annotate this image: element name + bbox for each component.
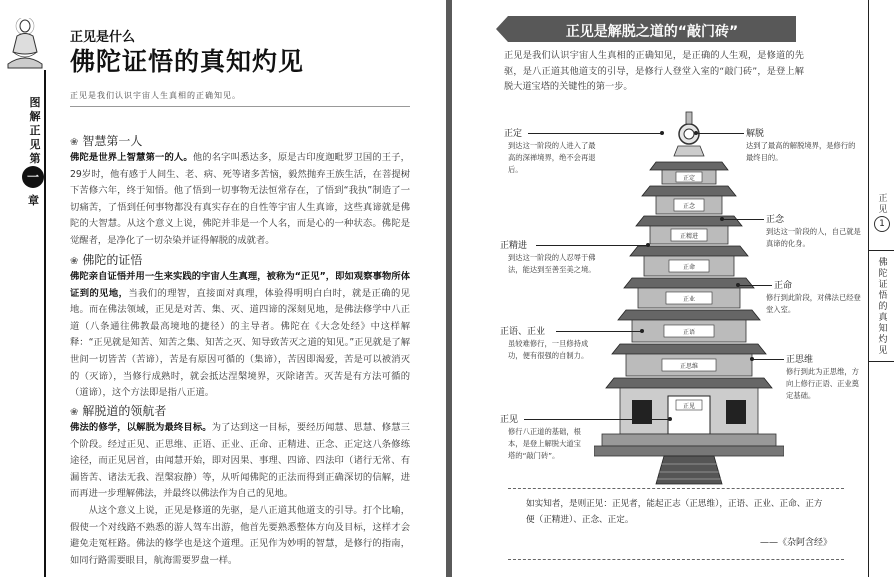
paragraph-body: 为了达到这一目标，要经历闻慧、思慧、修慧三个阶段。经过正见、正思维、正语、正业、正命、正精进、正念、正定这八条修练途径，而正见居首，由闻慧开始，即对因果、事理、四谛、四法印（诸行无常、有漏皆苦、诸法无我、涅槃寂静）等，从听闻佛陀的正法而得到正确深切的信解，进而再进一步理解佛法，并最终以佛法作为自己的见地。 — [70, 422, 410, 500]
annotation-desc-zhengjingjin: 到达这一阶段的人忍辱于佛法，能达到至善至美之境。 — [508, 253, 596, 274]
page-number-badge: 1 — [874, 216, 890, 232]
leader-dot-zhengyu — [640, 329, 644, 333]
tier-label-1: 正念 — [682, 203, 696, 210]
title-divider — [70, 106, 410, 107]
lotus-bullet-icon: ❀ — [70, 137, 79, 148]
annotation-title-jietuo: 解脱 — [746, 129, 765, 139]
leader-dot-zhengsiwei — [750, 357, 754, 361]
paragraph-lead: 佛法的修学，以解脱为最终目标。 — [70, 422, 212, 433]
chapter-label: 章 — [28, 194, 39, 207]
subheading-navigator — [70, 402, 166, 419]
intro-paragraph: 正见是我们认识宇宙人生真相的正确知见，是正确的人生观，是修道的先驱，是八正道其他道支的引导，是修行人登堂入室的“敲门砖”，是登上解脱大道宝塔的关键性的第一步。 — [504, 50, 804, 92]
lotus-bullet-icon: ❀ — [70, 407, 79, 418]
tier-label-2: 正精进 — [679, 233, 699, 240]
subheading-text: 解脱道的领航者 — [82, 404, 167, 418]
annotation-desc-zhengming: 修行到此阶段，对佛法已经登堂入室。 — [766, 293, 861, 314]
quote-source: ——《杂阿含经》 — [760, 538, 833, 548]
paragraph-enlightenment — [70, 269, 410, 402]
buddha-figure-icon — [2, 18, 48, 72]
banner-title: 正见是解脱之道的“敲门砖” — [565, 24, 739, 40]
paragraph-wisdom — [70, 150, 410, 250]
paragraph-analogy: 从这个意义上说，正见是修道的先驱，是八正道其他道支的引导。打个比喻，假使一个对线路不熟悉的游人驾车出游，他首先要熟悉整体方向及目标，这样才会避免走冤枉路。佛法的修学也是这个道理。正见作为妙明的智慧，是修行的指南，如同行路需要眼目，航海需要罗盘一样。 — [70, 505, 410, 566]
lotus-bullet-icon: ❀ — [70, 256, 79, 267]
leader-line-zhengjian — [524, 419, 670, 420]
chapter-prefix: 第 — [29, 152, 41, 165]
paragraph-lead: 佛陀是世界上智慧第一的人。 — [70, 152, 193, 163]
side-section-label: 正见 — [878, 194, 888, 215]
sidebar-divider — [44, 70, 46, 577]
leader-line-zhengding — [528, 133, 662, 134]
leader-dot-zhengding — [660, 131, 664, 135]
annotation-title-zhengjian: 正见 — [500, 415, 519, 425]
paragraph-navigator — [70, 420, 410, 503]
tier-label-6: 正思维 — [679, 363, 699, 370]
tier-label-7: 正见 — [682, 403, 696, 410]
sutra-quote: 如实知者，是则正见：正见者，能起正志（正思维），正语、正业、正命、正方便（正精进）、正念、正定。 — [526, 499, 823, 525]
tier-label-4: 正业 — [682, 296, 696, 303]
annotation-desc-zhengjian: 修行八正道的基础，根本，是登上解脱大道宝塔的“敲门砖”。 — [508, 427, 581, 460]
leader-dot-zhengjingjin — [646, 243, 650, 247]
leader-line-zhengyu — [556, 331, 642, 332]
subheading-text: 佛陀的证悟 — [82, 253, 143, 267]
annotation-desc-zhengyu: 虽较难修行，一旦修持成功，便有很强的自制力。 — [508, 339, 589, 360]
annotation-desc-zhengsiwei: 修行到此为正思维，方向上修行正语、正业奠定基础。 — [786, 367, 859, 400]
leader-dot-jietuo — [694, 131, 698, 135]
subheading-enlightenment — [70, 251, 142, 268]
tier-label-5: 正语 — [682, 329, 696, 336]
leader-dot-zhengming — [736, 283, 740, 287]
annotation-title-zhengnian: 正念 — [766, 215, 785, 225]
annotation-desc-zhengding: 到达这一阶段的人进入了最高的深禅境界，绝不会再退后。 — [508, 141, 596, 174]
annotation-title-zhengsiwei: 正思维 — [786, 355, 814, 365]
annotation-title-zhengming: 正命 — [774, 281, 793, 291]
annotation-title-zhengjingjin: 正精进 — [500, 241, 528, 251]
subheading-text: 智慧第一人 — [82, 134, 143, 148]
leader-line-jietuo — [696, 133, 744, 134]
section-label: 正见是什么 — [70, 30, 136, 45]
annotation-desc-zhengnian: 到达这一阶段的人，自己就是真谛的化身。 — [766, 227, 861, 248]
left-page — [0, 0, 446, 577]
paragraph-lead: 佛陀亲自证悟并用一生来实践的宇宙人生真理，被称为“正见”，即如观察事物所体证到的见地， — [70, 271, 410, 299]
annotation-title-zhengding: 正定 — [504, 129, 523, 139]
annotation-title-zhengyu: 正语、正业 — [500, 327, 546, 337]
vertical-book-title: 图解正见 — [29, 96, 41, 151]
chapter-number-badge: 一 — [22, 166, 44, 188]
chapter-sidebar — [0, 0, 56, 577]
side-tab-title: 佛陀证悟的真知灼见 — [878, 258, 888, 356]
right-page — [452, 0, 894, 577]
page-title: 佛陀证悟的真知灼见 — [70, 47, 305, 76]
annotation-desc-jietuo: 达到了最高的解脱境界，是修行的最终目的。 — [746, 141, 856, 162]
leader-line-zhengsiwei — [752, 359, 784, 360]
tier-label-3: 正命 — [682, 264, 696, 271]
page-subtitle: 正见是我们认识宇宙人生真相的正确知见。 — [70, 91, 241, 100]
paragraph-body: 当我们的理智，直接面对真理，体验得明明白白时，就是正确的见地。而在佛法领域，正见是对苦、集、灭、道四谛的深刻见地，是佛法修学中八正道（八条通往佛教最高境地的捷径）的主导者。佛陀在《大念处经》中这样解释：“正见就是知苦、知苦之集、知苦之灭、知导致苦灭之道的知见。”正见就是了解世间一切皆苦（苦谛），苦是有原因可循的（集谛），苦因即渴爱，苦是可以被消灭的（灭谛），当修行成熟时，就会抵达涅槃境界，灭除诸苦。灭苦是有方法可循的（道谛），这个方法即是指八正道。 — [70, 287, 410, 399]
section-banner — [508, 16, 796, 42]
tier-label-0: 正定 — [682, 175, 696, 182]
leader-line-zhengnian — [722, 219, 764, 220]
paragraph-body: 他的名字叫悉达多，原是古印度迦毗罗卫国的王子，29岁时，他有感于人间生、老、病、死等诸多苦恼，毅然抛弃王族生活，在菩提树下苦修六年，终于知悟。他了悟到一切事物无法恒常存在，了悟到“我执”制造了一切痛苦，了悟到任何事物都没有真实存在的自性等宇宙人生真谛，这些真谛就是佛陀的大智慧。从这个意义上说，佛陀并非是一个人名，而是心的一种状态。佛陀是觉醒者，是净化了一切杂染并证得解脱的成就者。 — [70, 152, 410, 246]
subheading-wisdom — [70, 132, 142, 149]
leader-line-zhengming — [738, 285, 772, 286]
leader-dot-zhengnian — [720, 217, 724, 221]
leader-line-zhengjingjin — [536, 245, 648, 246]
leader-dot-zhengjian — [668, 417, 672, 421]
